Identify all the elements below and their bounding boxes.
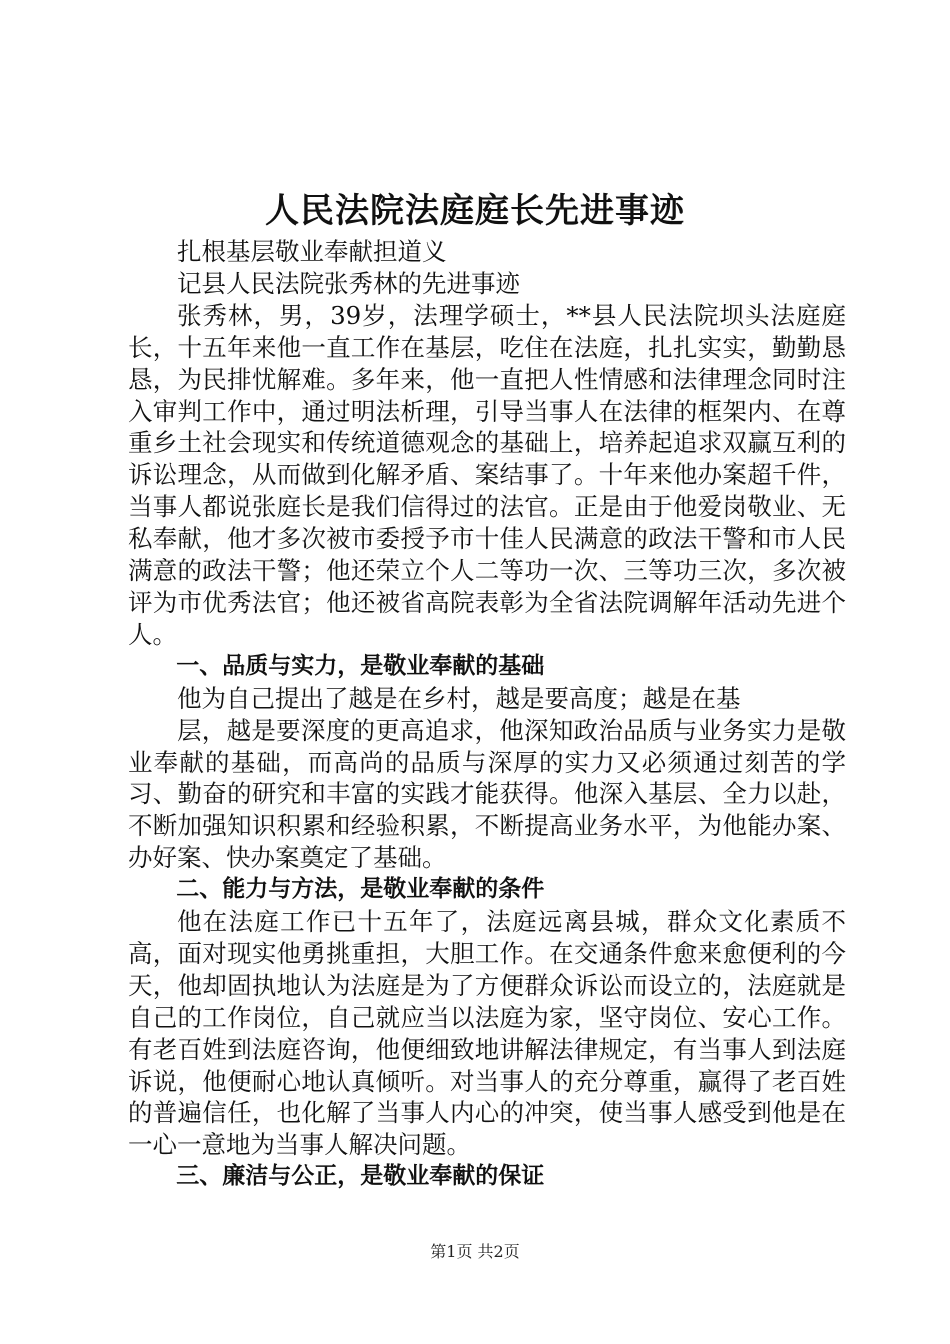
section-2-paragraph-1: 他在法庭工作已十五年了，法庭远离县城，群众文化素质不高，面对现实他勇挑重担，大胆工作。在交通条件愈来愈便利的今天，他却固执地认为法庭是为了方便群众诉讼而设立的，法庭就是自己的工作岗位，自己就应当以法庭为家，坚守岗位、安心工作。有老百姓到法庭咨询，他便细致地讲解法律规定，有当事人到法庭诉说，他便耐心地认真倾听。对当事人的充分尊重，赢得了老百姓的普遍信任，也化解了当事人内心的冲突，使当事人感受到他是在一心一意地为当事人解决问题。 [128, 907, 846, 1160]
intro-paragraph: 张秀林，男，39岁，法理学硕士，**县人民法院坝头法庭庭长，十五年来他一直工作在基层，吃住在法庭，扎扎实实，勤勤恳恳，为民排忧解难。多年来，他一直把人性情感和法律理念同时注入审判工作中，通过明法析理，引导当事人在法律的框架内、在尊重乡土社会现实和传统道德观念的基础上，培养起追求双赢互利的诉讼理念，从而做到化解矛盾、案结事了。十年来他办案超千件，当事人都说张庭长是我们信得过的法官。正是由于他爱岗敬业、无私奉献，他才多次被市委授予市十佳人民满意的政法干警和市人民满意的政法干警；他还荣立个人二等功一次、三等功三次，多次被评为市优秀法官；他还被省高院表彰为全省法院调解年活动先进个人。 [128, 300, 846, 649]
page-footer: 第1页 共2页 [430, 1242, 520, 1261]
section-3-heading: 三、廉洁与公正，是敬业奉献的保证 [176, 1163, 545, 1190]
section-1-paragraph-1: 他为自己提出了越是在乡村，越是要高度；越是在基 [177, 683, 741, 713]
subtitle-line-1: 扎根基层敬业奉献担道义 [177, 237, 447, 266]
subtitle-line-2: 记县人民法院张秀林的先进事迹 [177, 268, 520, 298]
section-1-heading: 一、品质与实力，是敬业奉献的基础 [176, 652, 545, 679]
section-1-paragraph-2: 层，越是要深度的更高追求，他深知政治品质与业务实力是敬业奉献的基础，而高尚的品质与深厚的实力又必须通过刻苦的学习、勤奋的研究和丰富的实践才能获得。他深入基层、全力以赴，不断加强知识积累和经验积累，不断提高业务水平，为他能办案、办好案、快办案奠定了基础。 [128, 715, 846, 873]
document-body [128, 236, 846, 1193]
document-title: 人民法院法庭庭长先进事迹 [265, 191, 685, 231]
section-2-heading: 二、能力与方法，是敬业奉献的条件 [176, 876, 545, 903]
